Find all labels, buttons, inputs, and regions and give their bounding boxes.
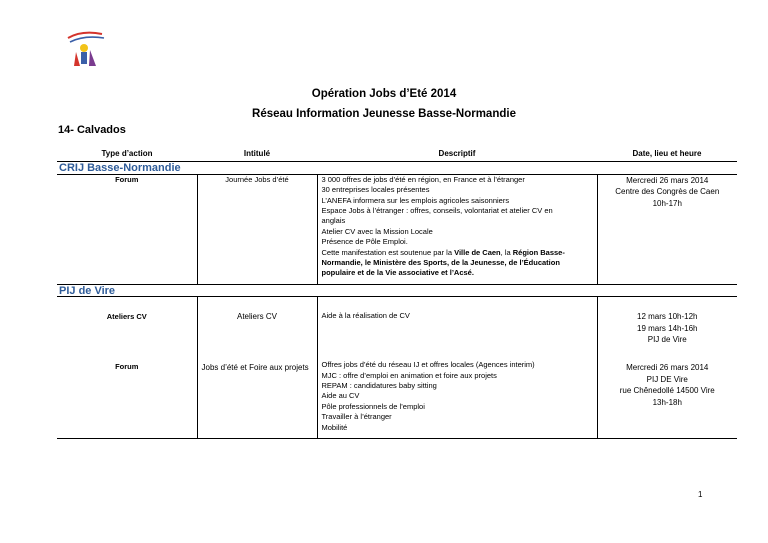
description-line: REPAM : candidatures baby sitting: [321, 381, 437, 391]
actions-table: [57, 148, 737, 439]
description-line: 3 000 offres de jobs d’été en région, en France et à l’étranger: [321, 174, 525, 184]
date-line: rue Chênedollé 14500 Vire: [619, 386, 715, 396]
action-title: Jobs d’été et Foire aux projets: [197, 352, 317, 439]
date-line: Centre des Congrès de Caen: [615, 187, 720, 197]
description-line: 30 entreprises locales présentes: [321, 185, 430, 195]
action-description: [317, 297, 597, 353]
description-line: anglais: [321, 216, 346, 226]
section-row-vire: [57, 284, 737, 296]
date-line: Mercredi 26 mars 2014: [626, 175, 709, 185]
action-title: Ateliers CV: [197, 297, 317, 353]
page-subtitle: Réseau Information Jeunesse Basse-Normandie: [252, 108, 516, 120]
description-line: Atelier CV avec la Mission Locale: [321, 226, 433, 236]
description-line: Pôle professionnels de l’emploi: [321, 401, 425, 411]
description-line: Présence de Pôle Emploi.: [321, 237, 408, 247]
support-statement: [322, 248, 593, 279]
description-line: Aide à la réalisation de CV: [321, 311, 410, 321]
page-number: 1: [698, 490, 703, 499]
information-jeunesse-logo: [62, 28, 110, 68]
column-header-date: Date, lieu et heure: [597, 148, 737, 162]
action-type: Ateliers CV: [106, 312, 147, 322]
description-line: Aide au CV: [321, 391, 360, 401]
table-row: [57, 174, 737, 284]
support-partners: Région Basse-Normandie, le Ministère des Sports, de la Jeunesse, de l’Éducation populaire et de la Vie associative et l’Acsé.: [321, 247, 565, 278]
date-line: PIJ de Vire: [647, 335, 687, 345]
action-title: Journée Jobs d’été: [197, 174, 317, 284]
support-text: , la: [500, 247, 513, 257]
action-date: [597, 352, 737, 439]
description-line: Travailler à l’étranger: [321, 412, 392, 422]
description-line: Espace Jobs à l’étranger : offres, conseils, volontariat et atelier CV en: [321, 206, 553, 216]
section-title: PIJ de Vire: [57, 284, 737, 296]
support-text: Cette manifestation est soutenue par la: [321, 247, 455, 257]
section-title: CRIJ Basse-Normandie: [57, 162, 737, 174]
table-row: [57, 352, 737, 439]
date-line: 19 mars 14h-16h: [637, 323, 698, 333]
column-header-type: Type d’action: [57, 148, 197, 162]
description-line: L’ANEFA informera sur les emplois agricoles saisonniers: [321, 195, 510, 205]
table-header-row: [57, 148, 737, 162]
description-line: Offres jobs d’été du réseau IJ et offres locales (Agences interim): [321, 360, 535, 370]
section-row-crij: [57, 162, 737, 174]
action-type: Forum: [57, 174, 197, 284]
table-row: [57, 297, 737, 353]
action-description: [317, 174, 597, 284]
description-line: Mobilité: [321, 422, 348, 432]
action-date: [597, 297, 737, 353]
column-header-description: Descriptif: [317, 148, 597, 162]
description-line: MJC : offre d’emploi en animation et foire aux projets: [321, 370, 497, 380]
page-title: Opération Jobs d’Eté 2014: [311, 88, 457, 100]
support-city: Ville de Caen: [454, 247, 501, 257]
date-line: PIJ DE Vire: [646, 374, 688, 384]
date-line: 10h-17h: [652, 198, 682, 208]
action-description: [317, 352, 597, 439]
date-line: 12 mars 10h-12h: [637, 312, 698, 322]
date-line: 13h-18h: [652, 397, 682, 407]
action-type: Forum: [57, 352, 197, 439]
department-heading: 14- Calvados: [58, 124, 126, 136]
date-line: Mercredi 26 mars 2014: [626, 363, 709, 373]
action-date: [597, 174, 737, 284]
column-header-title: Intitulé: [197, 148, 317, 162]
